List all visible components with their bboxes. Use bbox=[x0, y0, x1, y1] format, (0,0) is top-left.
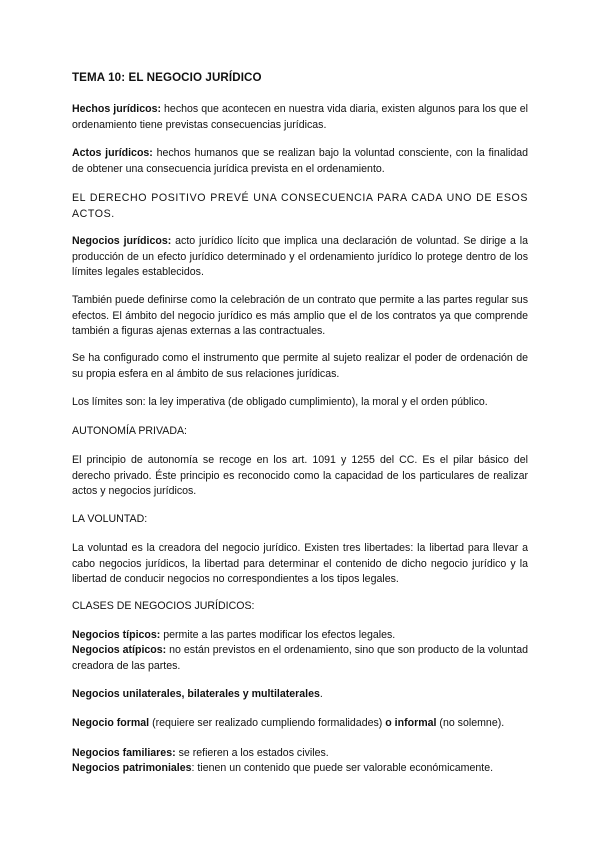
text-informal: (no solemne). bbox=[436, 717, 505, 729]
heading-autonomia: AUTONOMÍA PRIVADA: bbox=[72, 425, 187, 437]
paragraph-voluntad: La voluntad es la creadora del negocio jurídico. Existen tres libertades: la libertad para llevar a cabo negocios jurídicos, la libertad para determinar el contenido de dicho negocio jurídico y la libertad de conducir negocios no correspondientes a los tipos legales. bbox=[72, 542, 528, 585]
paragraph-atipicos bbox=[72, 643, 528, 674]
heading-clases: CLASES DE NEGOCIOS JURÍDICOS: bbox=[72, 600, 255, 612]
paragraph-tambien: También puede definirse como la celebración de un contrato que permite a las partes regular sus efectos. El ámbito del negocio jurídico es más amplio que el de los contratos ya que comprende también a figuras ajenas externas a las contractuales. bbox=[72, 294, 528, 337]
term-unilaterales: Negocios unilaterales, bilaterales y multilaterales bbox=[72, 688, 320, 700]
term-hechos: Hechos jurídicos: bbox=[72, 103, 161, 115]
term-atipicos: Negocios atípicos: bbox=[72, 644, 167, 656]
paragraph-patrimoniales bbox=[72, 761, 528, 777]
text-negocios: acto jurídico lícito que implica una declaración de voluntad. Se dirige a la producción de un efecto jurídico determinado y el ordenamiento jurídico lo protege dentro de los límites legales establecidos. bbox=[72, 235, 528, 278]
text-hechos: hechos que acontecen en nuestra vida diaria, existen algunos para los que el ordenamiento tiene previstas consecuencias jurídicas. bbox=[72, 103, 529, 131]
term-familiares: Negocios familiares: bbox=[72, 747, 176, 759]
text-tipicos: permite a las partes modificar los efectos legales. bbox=[160, 629, 396, 641]
term-tipicos: Negocios típicos: bbox=[72, 629, 161, 641]
paragraph-actos bbox=[72, 146, 528, 177]
term-formal: Negocio formal bbox=[72, 717, 150, 729]
paragraph-unilaterales bbox=[72, 687, 528, 703]
text-patrimoniales: : tienen un contenido que puede ser valorable económicamente. bbox=[191, 762, 494, 774]
heading-voluntad: LA VOLUNTAD: bbox=[72, 513, 148, 525]
paragraph-familiares bbox=[72, 746, 528, 762]
paragraph-formal bbox=[72, 716, 528, 732]
paragraph-tipicos bbox=[72, 628, 528, 644]
text-unilaterales: . bbox=[319, 688, 323, 700]
page-title: TEMA 10: EL NEGOCIO JURÍDICO bbox=[72, 71, 262, 84]
text-formal: (requiere ser realizado cumpliendo formalidades) bbox=[149, 717, 386, 729]
text-familiares: se refieren a los estados civiles. bbox=[175, 747, 329, 759]
term-patrimoniales: Negocios patrimoniales bbox=[72, 762, 192, 774]
text-atipicos: no están previstos en el ordenamiento, sino que son producto de la voluntad creadora de las partes. bbox=[72, 644, 528, 672]
paragraph-limites: Los límites son: la ley imperativa (de obligado cumplimiento), la moral y el orden público. bbox=[72, 396, 488, 408]
paragraph-configurado: Se ha configurado como el instrumento que permite al sujeto realizar el poder de ordenación de su propia esfera en al ámbito de sus relaciones jurídicas. bbox=[72, 352, 528, 380]
term-actos: Actos jurídicos: bbox=[72, 147, 153, 159]
paragraph-autonomia: El principio de autonomía se recoge en los art. 1091 y 1255 del CC. Es el pilar básico del derecho privado. Éste principio es reconocido como la capacidad de los particulares de realizar actos y negocios jurídicos. bbox=[72, 454, 528, 497]
term-informal: o informal bbox=[385, 717, 437, 729]
text-actos: hechos humanos que se realizan bajo la voluntad consciente, con la finalidad de obtener una consecuencia jurídica prevista en el ordenamiento. bbox=[72, 147, 528, 175]
paragraph-hechos bbox=[72, 102, 528, 133]
paragraph-negocios bbox=[72, 234, 528, 281]
paragraph-derecho-positivo: EL DERECHO POSITIVO PREVÉ UNA CONSECUENCIA PARA CADA UNO DE ESOS ACTOS. bbox=[72, 192, 528, 220]
term-negocios: Negocios jurídicos: bbox=[72, 235, 172, 247]
